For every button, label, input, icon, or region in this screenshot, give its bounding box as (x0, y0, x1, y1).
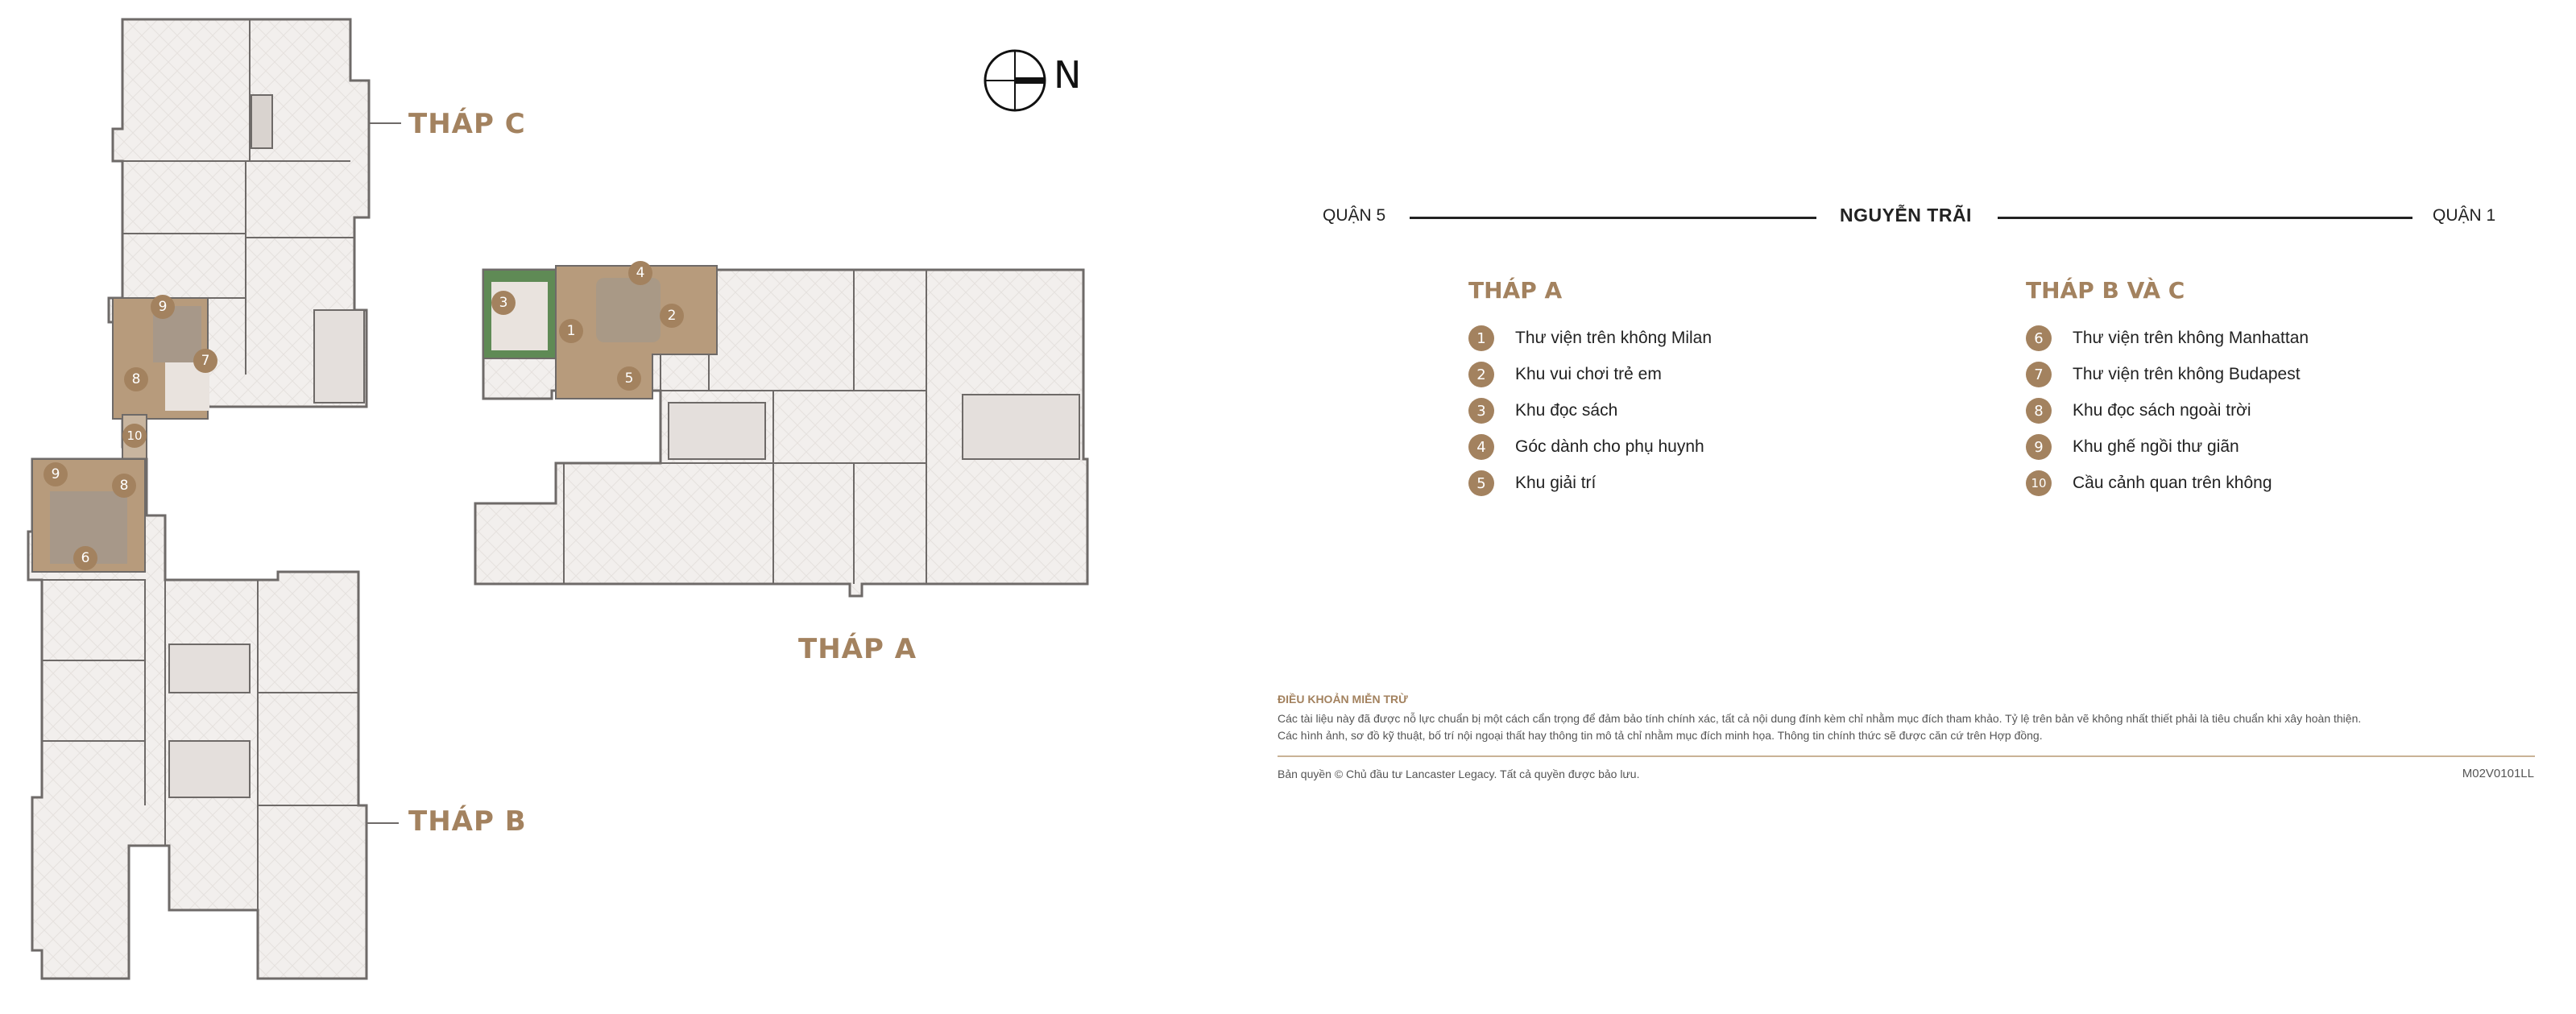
marker-2: 2 (660, 304, 684, 328)
road-right-district: QUẬN 1 (2433, 206, 2496, 225)
legend-item-3 (1468, 397, 1617, 424)
legend-badge: 1 (1468, 325, 1494, 351)
legend-label: Thư viện trên không Manhattan (2073, 329, 2309, 347)
legend-badge: 6 (2026, 325, 2052, 351)
disclaimer-line-1: Các tài liệu này đã được nỗ lực chuẩn bị một cách cẩn trọng để đảm bảo tính chính xác, tất cả nội dung đính kèm chỉ nhằm mục đích tham khảo. Tỷ lệ trên bản vẽ không nhất thiết phải là tiêu chuẩn khi xây hoàn thiện. (1278, 712, 2362, 725)
tower-b-label: THÁP B (408, 805, 527, 838)
legend-badge: 4 (1468, 434, 1494, 460)
disclaimer-title: ĐIỀU KHOẢN MIỄN TRỪ (1278, 693, 1408, 706)
legend-label: Khu ghế ngồi thư giãn (2073, 437, 2239, 456)
document-code: M02V0101LL (2462, 767, 2534, 780)
disclaimer-body (1278, 710, 2534, 744)
legend-badge: 7 (2026, 362, 2052, 387)
legend-label: Góc dành cho phụ huynh (1515, 437, 1704, 456)
legend-item-1 (1468, 325, 1712, 352)
legend-item-10 (2026, 470, 2272, 497)
road-line-right (1998, 217, 2412, 219)
legend-badge: 5 (1468, 470, 1494, 496)
legend-label: Thư viện trên không Milan (1515, 329, 1713, 347)
tower-c-label: THÁP C (408, 108, 526, 140)
legend-label: Thư viện trên không Budapest (2073, 365, 2301, 383)
legend-label: Khu vui chơi trẻ em (1515, 365, 1662, 383)
legend-label: Khu đọc sách ngoài trời (2073, 401, 2251, 420)
legend-badge: 3 (1468, 398, 1494, 424)
marker-9a: 9 (151, 295, 175, 319)
legend-badge: 2 (1468, 362, 1494, 387)
legend-title-tower-a: THÁP A (1468, 277, 1563, 304)
legend-item-8 (2026, 397, 2251, 424)
marker-9b: 9 (43, 462, 68, 486)
marker-6: 6 (73, 546, 97, 570)
marker-5: 5 (617, 366, 641, 391)
legend-item-9 (2026, 433, 2239, 461)
copyright-text: Bản quyền © Chủ đầu tư Lancaster Legacy. Tất cả quyền được bảo lưu. (1278, 768, 1640, 780)
footer-divider (1278, 755, 2535, 757)
legend-label: Khu giải trí (1515, 474, 1597, 492)
marker-7: 7 (193, 349, 217, 373)
marker-8a: 8 (124, 367, 148, 391)
legend-item-6 (2026, 325, 2309, 352)
legend-label: Khu đọc sách (1515, 401, 1618, 420)
legend-item-4 (1468, 433, 1704, 461)
marker-4: 4 (628, 261, 652, 285)
floor-plan-drawing (0, 0, 1128, 1014)
legend-badge: 8 (2026, 398, 2052, 424)
road-left-district: QUẬN 5 (1323, 206, 1386, 225)
marker-3: 3 (491, 291, 516, 315)
disclaimer-line-2: Các hình ảnh, sơ đồ kỹ thuật, bố trí nội ngoại thất hay thông tin mô tả chỉ nhằm mục đích minh họa. Thông tin chính thức sẽ được căn cứ trên Hợp đồng. (1278, 729, 2043, 742)
tower-a-label: THÁP A (798, 633, 917, 665)
legend-title-tower-bc: THÁP B VÀ C (2026, 277, 2185, 304)
compass-label: N (1054, 53, 1082, 97)
road-name: NGUYỄN TRÃI (1840, 205, 1972, 226)
legend-label: Cầu cảnh quan trên không (2073, 474, 2272, 492)
marker-10: 10 (122, 424, 147, 448)
compass-icon (985, 51, 1045, 110)
legend-item-7 (2026, 361, 2301, 388)
legend-item-5 (1468, 470, 1596, 497)
legend-badge: 9 (2026, 434, 2052, 460)
marker-8b: 8 (112, 474, 136, 498)
legend-item-2 (1468, 361, 1662, 388)
road-line-left (1410, 217, 1816, 219)
marker-1: 1 (559, 319, 583, 343)
legend-badge: 10 (2026, 470, 2052, 496)
